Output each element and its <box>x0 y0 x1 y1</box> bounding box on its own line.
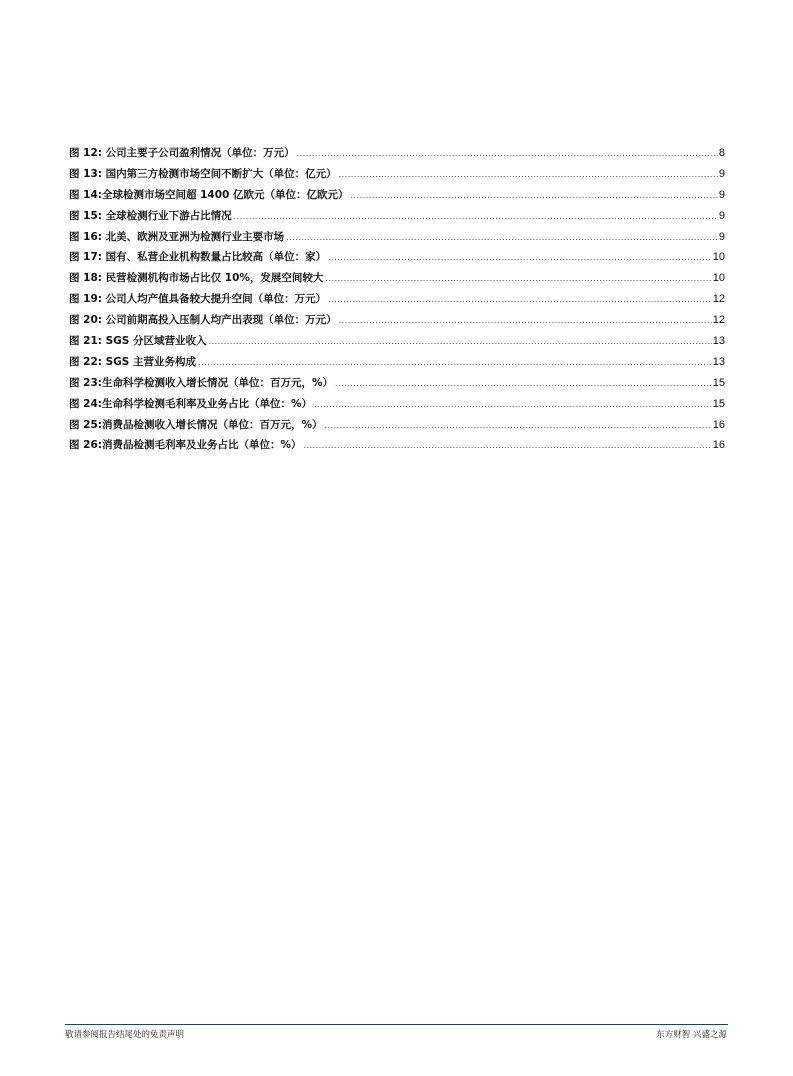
toc-entry-title: 图 13: 国内第三方检测市场空间不断扩大（单位：亿元） <box>69 167 337 180</box>
toc-entry-title: 图 19: 公司人均产值具备较大提升空间（单位：万元） <box>69 293 327 306</box>
toc-leader-dots <box>351 191 718 200</box>
toc-entry-page-number: 10 <box>712 272 725 285</box>
toc-entry-page-number: 16 <box>712 418 725 431</box>
toc-leader-dots <box>328 295 712 304</box>
toc-leader-dots <box>286 233 718 242</box>
toc-entry[interactable] <box>69 166 725 187</box>
toc-entry[interactable] <box>69 375 725 396</box>
toc-entry[interactable] <box>69 145 725 166</box>
toc-entry[interactable] <box>69 333 725 354</box>
toc-entry-title: 图 17: 国有、私营企业机构数量占比较高（单位：家） <box>69 251 327 264</box>
toc-entry-page-number: 15 <box>712 397 725 410</box>
toc-entry-page-number: 9 <box>718 188 725 201</box>
toc-entry-page-number: 13 <box>712 335 725 348</box>
figure-list <box>69 145 725 458</box>
toc-entry[interactable] <box>69 291 725 312</box>
toc-leader-dots <box>198 358 712 367</box>
toc-entry-title: 图 20: 公司前期高投入压制人均产出表现（单位：万元） <box>69 314 337 327</box>
toc-entry-page-number: 15 <box>712 376 725 389</box>
toc-entry-title: 图 23:生命科学检测收入增长情况（单位：百万元，%） <box>69 376 333 389</box>
toc-entry[interactable] <box>69 437 725 458</box>
toc-entry-title: 图 22: SGS 主营业务构成 <box>69 355 197 368</box>
toc-entry-title: 图 16: 北美、欧洲及亚洲为检测行业主要市场 <box>69 230 285 243</box>
toc-leader-dots <box>304 441 712 450</box>
toc-entry-page-number: 8 <box>718 147 725 159</box>
toc-entry-title: 图 21: SGS 分区域营业收入 <box>69 335 207 348</box>
toc-entry-page-number: 16 <box>712 439 725 452</box>
toc-entry-title: 图 25:消费品检测收入增长情况（单位：百万元，%） <box>69 418 323 431</box>
toc-entry-title: 图 14:全球检测市场空间超 1400 亿欧元（单位：亿欧元） <box>69 188 349 201</box>
toc-leader-dots <box>325 421 712 430</box>
toc-leader-dots <box>234 212 718 221</box>
toc-entry-page-number: 10 <box>712 251 725 264</box>
toc-leader-dots <box>297 149 718 158</box>
toc-entry-page-number: 9 <box>718 209 725 222</box>
toc-entry-title: 图 26:消费品检测毛利率及业务占比（单位：%） <box>69 439 302 452</box>
toc-entry[interactable] <box>69 249 725 270</box>
toc-entry-page-number: 9 <box>718 167 725 180</box>
toc-leader-dots <box>314 400 712 409</box>
toc-entry[interactable] <box>69 208 725 229</box>
toc-leader-dots <box>335 379 712 388</box>
toc-entry-page-number: 13 <box>712 355 725 368</box>
toc-leader-dots <box>209 337 712 346</box>
toc-entry[interactable] <box>69 354 725 375</box>
toc-entry-title: 图 24:生命科学检测毛利率及业务占比（单位：%） <box>69 397 312 410</box>
footer-divider <box>65 1024 728 1025</box>
toc-entry-title: 图 12: 公司主要子公司盈利情况（单位：万元） <box>69 147 295 159</box>
toc-leader-dots <box>339 170 718 179</box>
toc-leader-dots <box>339 316 712 325</box>
footer-disclaimer: 敬请参阅报告结尾处的免责声明 <box>65 1030 185 1040</box>
toc-entry-title: 图 15: 全球检测行业下游占比情况 <box>69 209 232 222</box>
toc-entry-page-number: 12 <box>712 293 725 306</box>
toc-entry[interactable] <box>69 187 725 208</box>
toc-entry[interactable] <box>69 417 725 438</box>
toc-entry[interactable] <box>69 396 725 417</box>
toc-entry-page-number: 12 <box>712 314 725 327</box>
toc-entry[interactable] <box>69 312 725 333</box>
toc-entry[interactable] <box>69 270 725 291</box>
toc-entry-page-number: 9 <box>718 230 725 243</box>
toc-leader-dots <box>325 274 711 283</box>
toc-entry-title: 图 18: 民营检测机构市场占比仅 10%，发展空间较大 <box>69 272 324 285</box>
toc-leader-dots <box>328 253 712 262</box>
toc-entry[interactable] <box>69 229 725 250</box>
footer-brand-slogan: 东方财智 兴盛之源 <box>656 1030 727 1040</box>
